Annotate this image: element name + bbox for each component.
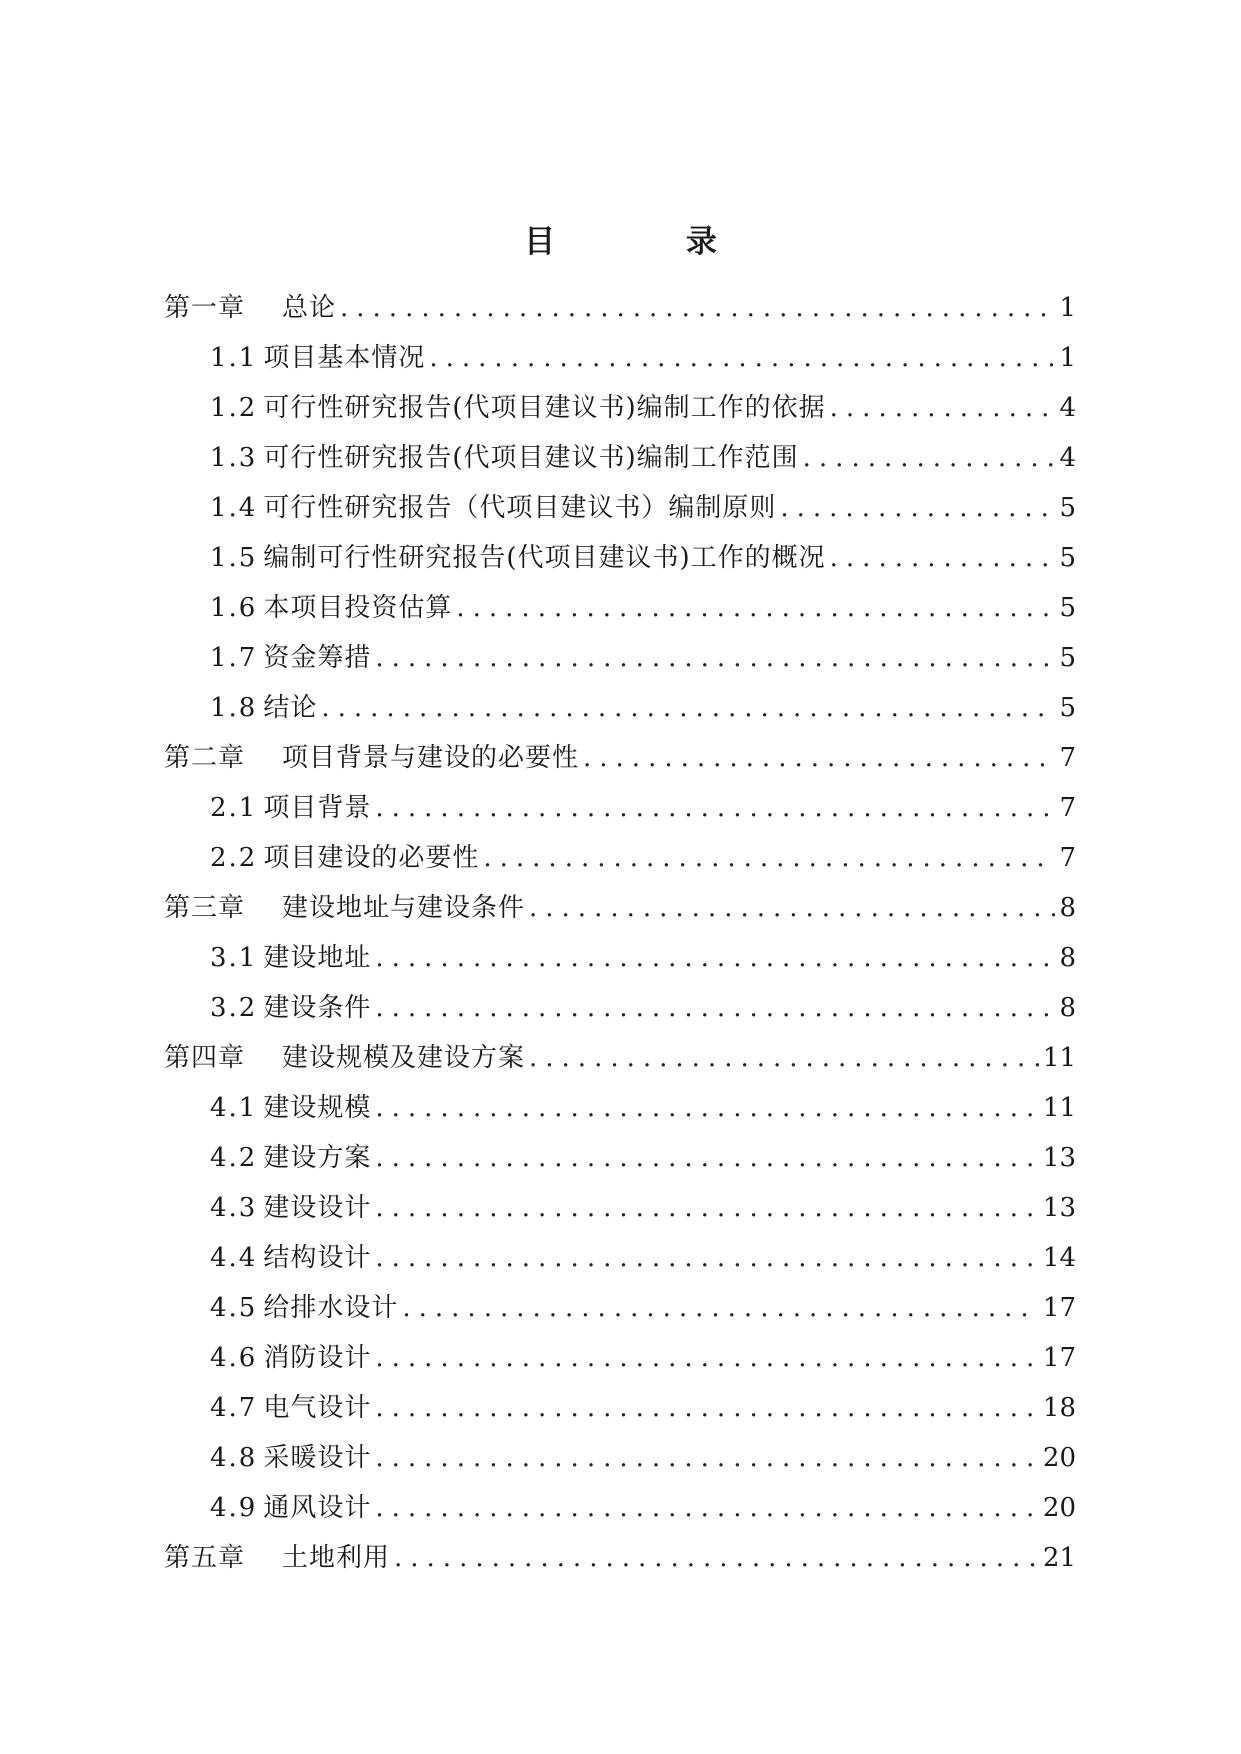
toc-dot-leader bbox=[375, 933, 1055, 983]
toc-dot-leader bbox=[375, 1483, 1039, 1533]
toc-dot-leader bbox=[375, 1433, 1039, 1483]
toc-section-entry[interactable] bbox=[164, 1233, 1076, 1283]
toc-section-entry[interactable] bbox=[164, 1433, 1076, 1483]
toc-entry-title: 建设地址 bbox=[263, 943, 372, 973]
page-title: 目 录 bbox=[524, 224, 777, 260]
toc-section-entry[interactable] bbox=[164, 1383, 1076, 1433]
toc-page-number: 1 bbox=[1059, 293, 1076, 323]
toc-page-number: 8 bbox=[1059, 993, 1076, 1023]
toc-entry-title: 可行性研究报告(代项目建议书)编制工作范围 bbox=[263, 443, 799, 473]
toc-entry-title: 资金筹措 bbox=[263, 643, 372, 673]
toc-section-entry[interactable] bbox=[164, 1483, 1076, 1533]
toc-entry-number: 1.2 bbox=[210, 393, 258, 423]
toc-dot-leader bbox=[830, 383, 1056, 433]
toc-dot-leader bbox=[375, 1083, 1039, 1133]
toc-chapter-entry[interactable] bbox=[164, 1533, 1076, 1583]
toc-entry-title: 通风设计 bbox=[263, 1493, 372, 1523]
toc-page-number: 7 bbox=[1059, 743, 1076, 773]
toc-entry-title: 总论 bbox=[282, 293, 337, 323]
toc-section-entry[interactable] bbox=[164, 1283, 1076, 1333]
toc-dot-leader bbox=[456, 583, 1055, 633]
toc-dot-leader bbox=[402, 1283, 1039, 1333]
toc-entry-title: 可行性研究报告(代项目建议书)编制工作的依据 bbox=[263, 393, 826, 423]
toc-dot-leader bbox=[340, 283, 1055, 333]
toc-entry-number: 第三章 bbox=[164, 893, 246, 923]
toc-entry-number: 3.2 bbox=[210, 993, 258, 1023]
toc-section-entry[interactable] bbox=[164, 933, 1076, 983]
toc-section-entry[interactable] bbox=[164, 533, 1076, 583]
toc-chapter-entry[interactable] bbox=[164, 1033, 1076, 1083]
toc-entry-number: 1.6 bbox=[210, 593, 258, 623]
toc-dot-leader bbox=[830, 533, 1056, 583]
toc-entry-number: 4.5 bbox=[210, 1293, 258, 1323]
toc-section-entry[interactable] bbox=[164, 1333, 1076, 1383]
toc-section-entry[interactable] bbox=[164, 683, 1076, 733]
toc-page-number: 18 bbox=[1042, 1393, 1076, 1423]
toc-entry-number: 4.3 bbox=[210, 1193, 258, 1223]
toc-dot-leader bbox=[321, 683, 1055, 733]
toc-page-number: 21 bbox=[1042, 1543, 1076, 1573]
toc-entry-number: 4.7 bbox=[210, 1393, 258, 1423]
toc-dot-leader bbox=[375, 1183, 1039, 1233]
toc-page-number: 4 bbox=[1059, 443, 1076, 473]
toc-entry-title: 编制可行性研究报告(代项目建议书)工作的概况 bbox=[263, 543, 826, 573]
toc-entry-number: 1.4 bbox=[210, 493, 258, 523]
toc-section-entry[interactable] bbox=[164, 633, 1076, 683]
toc-section-entry[interactable] bbox=[164, 333, 1076, 383]
toc-dot-leader bbox=[429, 333, 1055, 383]
toc-entry-number: 4.1 bbox=[210, 1093, 258, 1123]
toc-entry-number: 第四章 bbox=[164, 1043, 246, 1073]
toc-dot-leader bbox=[583, 733, 1055, 783]
toc-page-number: 5 bbox=[1059, 693, 1076, 723]
toc-entry-number: 4.8 bbox=[210, 1443, 258, 1473]
toc-entry-title: 项目基本情况 bbox=[263, 343, 426, 373]
toc-entry-title: 电气设计 bbox=[263, 1393, 372, 1423]
toc-entry-title: 建设方案 bbox=[263, 1143, 372, 1173]
toc-page-number: 11 bbox=[1042, 1093, 1076, 1123]
toc-section-entry[interactable] bbox=[164, 583, 1076, 633]
toc-chapter-entry[interactable] bbox=[164, 883, 1076, 933]
toc-entry-title: 建设规模 bbox=[263, 1093, 372, 1123]
toc-entry-number: 1.3 bbox=[210, 443, 258, 473]
toc-entry-title: 项目背景与建设的必要性 bbox=[282, 743, 580, 773]
toc-page-number: 13 bbox=[1042, 1143, 1076, 1173]
toc-page-number: 20 bbox=[1042, 1443, 1076, 1473]
toc-dot-leader bbox=[375, 783, 1055, 833]
toc-entry-title: 项目背景 bbox=[263, 793, 372, 823]
toc-entry-title: 结论 bbox=[263, 693, 318, 723]
toc-section-entry[interactable] bbox=[164, 433, 1076, 483]
toc-chapter-entry[interactable] bbox=[164, 733, 1076, 783]
toc-dot-leader bbox=[780, 483, 1055, 533]
toc-entry-number: 1.5 bbox=[210, 543, 258, 573]
toc-dot-leader bbox=[375, 1383, 1039, 1433]
toc-page-number: 14 bbox=[1042, 1243, 1076, 1273]
toc-entry-title: 土地利用 bbox=[282, 1543, 391, 1573]
toc-dot-leader bbox=[803, 433, 1056, 483]
toc-page-number: 11 bbox=[1042, 1043, 1076, 1073]
toc-page-number: 7 bbox=[1059, 793, 1076, 823]
toc-page-number: 20 bbox=[1042, 1493, 1076, 1523]
toc-dot-leader bbox=[529, 1033, 1039, 1083]
toc-entry-title: 可行性研究报告（代项目建议书）编制原则 bbox=[263, 493, 777, 523]
toc-entry-number: 1.8 bbox=[210, 693, 258, 723]
toc-page-number: 8 bbox=[1059, 943, 1076, 973]
toc-page-number: 17 bbox=[1042, 1293, 1076, 1323]
toc-entry-number: 4.4 bbox=[210, 1243, 258, 1273]
toc-page-number: 17 bbox=[1042, 1343, 1076, 1373]
toc-section-entry[interactable] bbox=[164, 783, 1076, 833]
toc-dot-leader bbox=[483, 833, 1055, 883]
toc-dot-leader bbox=[375, 633, 1055, 683]
toc-entry-number: 2.1 bbox=[210, 793, 258, 823]
toc-page-number: 5 bbox=[1059, 543, 1076, 573]
toc-entry-title: 建设条件 bbox=[263, 993, 372, 1023]
toc-entry-number: 第一章 bbox=[164, 293, 246, 323]
toc-page-number: 5 bbox=[1059, 643, 1076, 673]
toc-section-entry[interactable] bbox=[164, 483, 1076, 533]
toc-dot-leader bbox=[375, 1233, 1039, 1283]
toc-entry-number: 1.1 bbox=[210, 343, 258, 373]
toc-entry-title: 采暖设计 bbox=[263, 1443, 372, 1473]
toc-entry-title: 建设设计 bbox=[263, 1193, 372, 1223]
toc-dot-leader bbox=[375, 1133, 1039, 1183]
toc-section-entry[interactable] bbox=[164, 1083, 1076, 1133]
toc-entry-title: 结构设计 bbox=[263, 1243, 372, 1273]
toc-section-entry[interactable] bbox=[164, 983, 1076, 1033]
toc-entry-number: 1.7 bbox=[210, 643, 258, 673]
toc-entry-number: 3.1 bbox=[210, 943, 258, 973]
toc-entry-number: 4.9 bbox=[210, 1493, 258, 1523]
toc-page-number: 8 bbox=[1059, 893, 1076, 923]
table-of-contents bbox=[164, 283, 1076, 1583]
toc-entry-title: 给排水设计 bbox=[263, 1293, 399, 1323]
toc-page-number: 1 bbox=[1059, 343, 1076, 373]
toc-entry-number: 第五章 bbox=[164, 1543, 246, 1573]
toc-page-number: 4 bbox=[1059, 393, 1076, 423]
toc-chapter-entry[interactable] bbox=[164, 283, 1076, 333]
toc-page-number: 13 bbox=[1042, 1193, 1076, 1223]
toc-section-entry[interactable] bbox=[164, 1133, 1076, 1183]
toc-page-number: 5 bbox=[1059, 493, 1076, 523]
toc-page-number: 5 bbox=[1059, 593, 1076, 623]
toc-section-entry[interactable] bbox=[164, 1183, 1076, 1233]
toc-entry-title: 项目建设的必要性 bbox=[263, 843, 480, 873]
toc-entry-number: 4.6 bbox=[210, 1343, 258, 1373]
toc-entry-number: 2.2 bbox=[210, 843, 258, 873]
toc-dot-leader bbox=[394, 1533, 1039, 1583]
toc-dot-leader bbox=[529, 883, 1055, 933]
toc-entry-number: 第二章 bbox=[164, 743, 246, 773]
toc-entry-title: 本项目投资估算 bbox=[263, 593, 453, 623]
toc-dot-leader bbox=[375, 983, 1055, 1033]
toc-section-entry[interactable] bbox=[164, 383, 1076, 433]
toc-entry-title: 消防设计 bbox=[263, 1343, 372, 1373]
toc-page-number: 7 bbox=[1059, 843, 1076, 873]
toc-entry-title: 建设地址与建设条件 bbox=[282, 893, 526, 923]
toc-entry-number: 4.2 bbox=[210, 1143, 258, 1173]
toc-section-entry[interactable] bbox=[164, 833, 1076, 883]
toc-dot-leader bbox=[375, 1333, 1039, 1383]
toc-entry-title: 建设规模及建设方案 bbox=[282, 1043, 526, 1073]
